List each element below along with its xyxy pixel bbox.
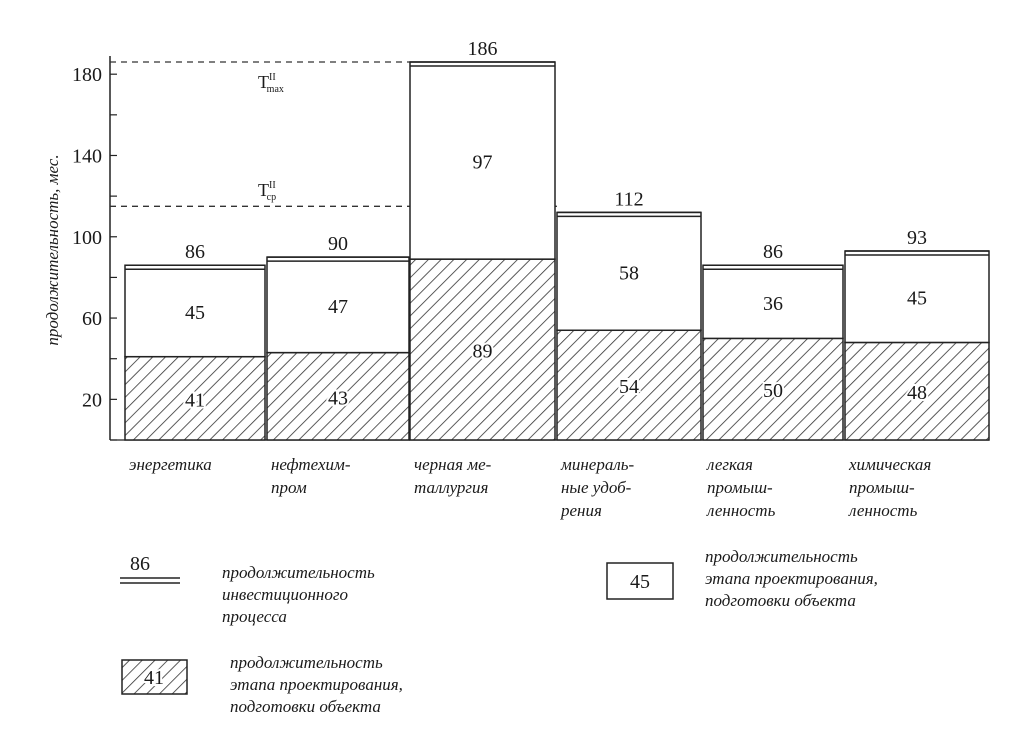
reference-annotation: $T^{II}$ ср (258, 180, 277, 203)
y-tick-label: 60 (82, 308, 102, 331)
bar-value-label: 43 (328, 387, 348, 410)
category-label: промыш- (707, 478, 773, 497)
category-label: ленность (707, 501, 776, 520)
bar-total-label: 93 (907, 227, 927, 249)
bar-total-label: 86 (185, 241, 205, 264)
legend-text: инвестиционного (222, 585, 348, 604)
legend-number: 45 (630, 571, 650, 593)
legend (120, 547, 878, 716)
category-label: химическая (849, 455, 932, 474)
y-tick-label: 20 (82, 389, 102, 412)
reference-annotation: $T^{II}$ max (258, 72, 284, 95)
legend-text: продолжительность (230, 653, 383, 672)
bar-value-label: 50 (763, 380, 783, 403)
category-labels (129, 455, 931, 520)
y-axis (43, 56, 117, 440)
legend-number: 41 (144, 667, 164, 689)
bar-value-label: 54 (619, 376, 639, 399)
bar-value-label: 45 (907, 287, 927, 310)
legend-text: продолжительность (705, 547, 858, 566)
legend-text: подготовки объекта (705, 591, 856, 610)
bar-value-label: 89 (472, 340, 493, 363)
bar-value-label: 97 (472, 151, 493, 174)
y-tick-label: 140 (72, 145, 102, 168)
legend-number: 86 (130, 553, 150, 575)
bar-value-label: 48 (907, 382, 927, 405)
category-label: черная ме- (414, 455, 492, 474)
bar-total-label: 186 (467, 38, 498, 60)
bar-value-label: 36 (763, 292, 783, 315)
bar-total-label: 86 (763, 241, 783, 264)
bar-value-label: 45 (185, 301, 205, 324)
bar-value-label: 47 (328, 295, 348, 318)
legend-text: этапа проектирования, (705, 569, 878, 588)
bar-total-label: 90 (328, 233, 348, 256)
category-label: минераль- (561, 455, 635, 474)
bar-value-label: 58 (619, 262, 639, 285)
category-label: нефтехим- (271, 455, 351, 474)
y-axis-label: продолжительность, мес. (43, 154, 62, 346)
legend-text: продолжительность (222, 563, 375, 582)
category-label: ленность (849, 501, 918, 520)
legend-text: подготовки объекта (230, 697, 381, 716)
category-label: таллургия (414, 478, 489, 497)
bars (110, 38, 989, 440)
category-label: ные удоб- (561, 478, 632, 497)
category-label: промыш- (849, 478, 915, 497)
y-tick-label: 180 (72, 64, 102, 87)
bar-value-label: 41 (185, 389, 205, 412)
y-tick-label: 100 (72, 226, 102, 249)
legend-text: процесса (222, 607, 287, 626)
category-label: энергетика (129, 455, 212, 474)
bar-total-label: 112 (614, 188, 644, 211)
category-label: пром (271, 478, 307, 497)
category-label: легкая (707, 455, 753, 474)
category-label: рения (561, 501, 602, 520)
legend-text: этапа проектирования, (230, 675, 403, 694)
